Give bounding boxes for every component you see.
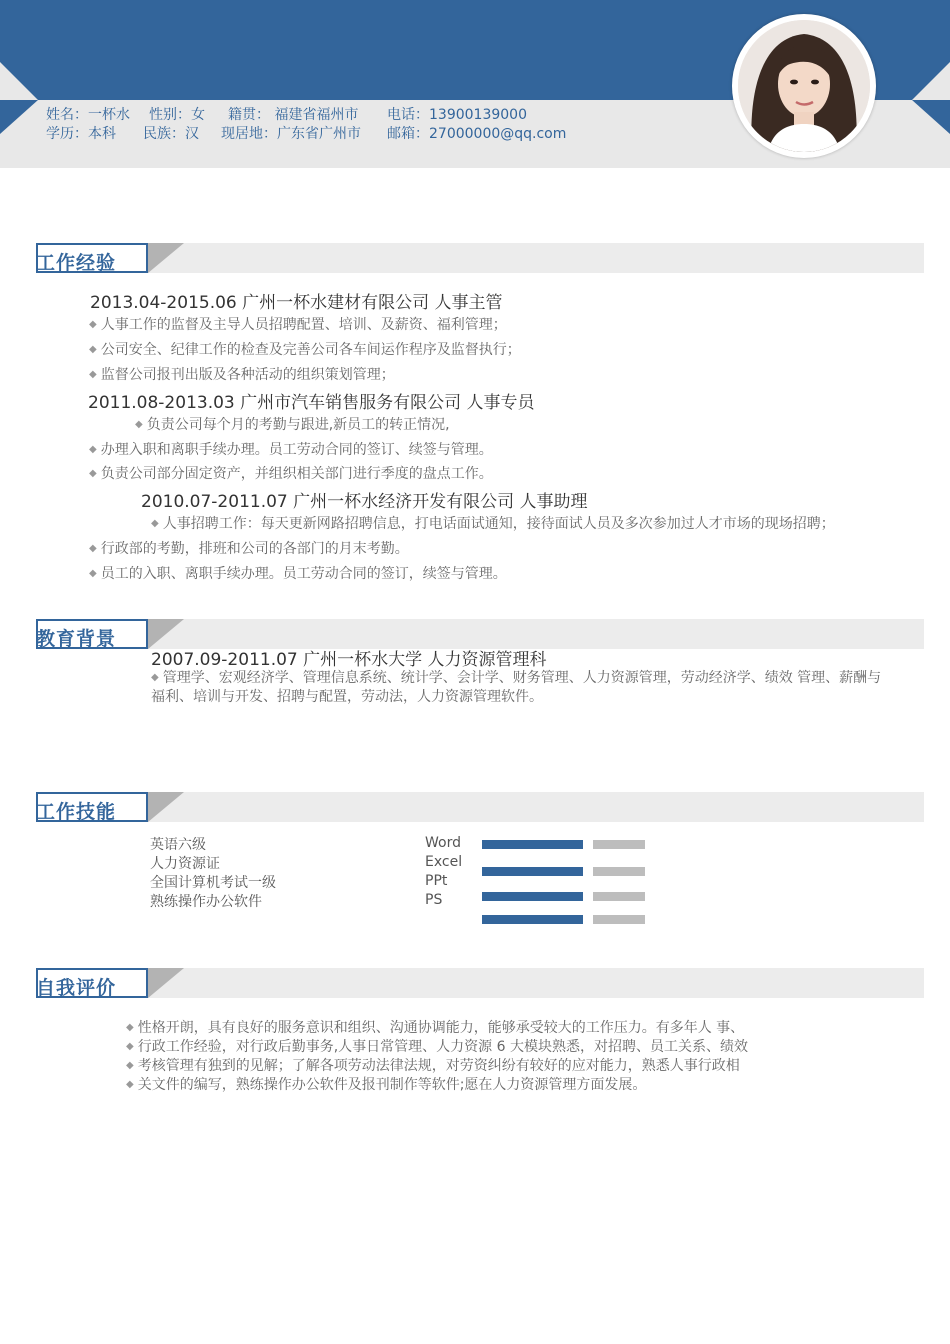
skill-level-bar	[482, 892, 583, 901]
skill-level-remainder	[593, 915, 645, 924]
profile-photo	[732, 14, 876, 158]
self-eval-line-2: ◆ 行政工作经验，对行政后勤事务,人事日常管理、人力资源 6 大模块熟悉，对招聘、员工关系、绩效	[126, 1039, 748, 1055]
diamond-bullet-icon: ◆	[89, 344, 97, 355]
cert-4: 熟练操作办公软件	[150, 894, 262, 910]
self-section-bar	[148, 968, 924, 998]
diamond-bullet-icon: ◆	[151, 672, 159, 683]
info-name: 姓名：一杯水	[46, 107, 130, 123]
diamond-bullet-icon: ◆	[89, 568, 97, 579]
diamond-bullet-icon: ◆	[89, 444, 97, 455]
skills-section-tab	[148, 792, 184, 822]
education-section-header	[36, 619, 148, 649]
diamond-bullet-icon: ◆	[89, 369, 97, 380]
job-1-bullet-1: ◆ 人事工作的监督及主导人员招聘配置、培训、及薪资、福利管理；	[89, 317, 507, 333]
diamond-bullet-icon: ◆	[126, 1079, 134, 1090]
software-word: Word	[425, 835, 461, 851]
skills-section-title: 工作技能	[36, 801, 117, 823]
self-eval-line-3: ◆ 考核管理有独到的见解；了解各项劳动法律法规，对劳资纠纷有较好的应对能力，熟悉人事行政相	[126, 1058, 740, 1074]
info-gender: 性别：女	[149, 107, 205, 123]
job-3-header: 2010.07-2011.07 广州一杯水经济开发有限公司 人事助理	[141, 492, 588, 512]
diamond-bullet-icon: ◆	[126, 1041, 134, 1052]
self-section-tab	[148, 968, 184, 998]
diamond-bullet-icon: ◆	[151, 518, 159, 529]
job-3-bullet-3: ◆ 员工的入职、离职手续办理。员工劳动合同的签订，续签与管理。	[89, 566, 507, 582]
skill-level-remainder	[593, 867, 645, 876]
work-section-title: 工作经验	[36, 252, 117, 274]
header-right-fold	[912, 62, 950, 100]
diamond-bullet-icon: ◆	[135, 419, 143, 430]
cert-3: 全国计算机考试一级	[150, 875, 276, 891]
job-3-bullet-2: ◆ 行政部的考勤，排班和公司的各部门的月末考勤。	[89, 541, 409, 557]
self-eval-line-1: ◆ 性格开朗，具有良好的服务意识和组织、沟通协调能力，能够承受较大的工作压力。有多年人 事、	[126, 1020, 745, 1036]
job-2-bullet-3: ◆ 负责公司部分固定资产，并组织相关部门进行季度的盘点工作。	[89, 466, 493, 482]
skill-level-bar	[482, 867, 583, 876]
info-native: 籍贯： 福建省福州市	[228, 107, 359, 123]
job-2-bullet-2: ◆ 办理入职和离职手续办理。员工劳动合同的签订、续签与管理。	[89, 442, 493, 458]
education-courses-line-1: ◆ 管理学、宏观经济学、管理信息系统、统计学、会计学、财务管理、人力资源管理，劳动经济学、绩效 管理、薪酬与	[151, 670, 882, 686]
job-3-bullet-1: ◆ 人事招聘工作：每天更新网路招聘信息，打电话面试通知，接待面试人员及多次参加过人才市场的现场招聘；	[151, 516, 835, 532]
info-education: 学历：本科	[46, 126, 116, 142]
software-excel: Excel	[425, 854, 463, 870]
skill-level-bar	[482, 840, 583, 849]
diamond-bullet-icon: ◆	[89, 319, 97, 330]
diamond-bullet-icon: ◆	[126, 1060, 134, 1071]
work-section-header	[36, 243, 148, 273]
diamond-bullet-icon: ◆	[89, 543, 97, 554]
job-2-bullet-1: ◆ 负责公司每个月的考勤与跟进,新员工的转正情况,	[135, 417, 450, 433]
work-section-tab	[148, 243, 184, 273]
education-courses-line-2: 福利、培训与开发、招聘与配置，劳动法，人力资源管理软件。	[151, 689, 543, 705]
info-email: 邮箱：27000000@qq.com	[387, 126, 567, 142]
header-right-fold-tab	[912, 100, 950, 134]
cert-2: 人力资源证	[150, 856, 220, 872]
education-header: 2007.09-2011.07 广州一杯水大学 人力资源管理科	[151, 650, 547, 670]
education-section-title: 教育背景	[36, 628, 117, 650]
header-left-fold-tab	[0, 100, 38, 134]
info-phone: 电话：13900139000	[387, 107, 527, 123]
job-1-header: 2013.04-2015.06 广州一杯水建材有限公司 人事主管	[90, 293, 503, 313]
skill-level-bar	[482, 915, 583, 924]
info-residence: 现居地：广东省广州市	[221, 126, 361, 142]
skill-level-remainder	[593, 892, 645, 901]
software-ppt: PPt	[425, 873, 448, 889]
job-2-header: 2011.08-2013.03 广州市汽车销售服务有限公司 人事专员	[88, 393, 535, 413]
self-section-header	[36, 968, 148, 998]
info-ethnicity: 民族：汉	[143, 126, 199, 142]
skill-level-remainder	[593, 840, 645, 849]
diamond-bullet-icon: ◆	[126, 1022, 134, 1033]
job-1-bullet-3: ◆ 监督公司报刊出版及各种活动的组织策划管理；	[89, 367, 395, 383]
self-eval-line-4: ◆ 关文件的编写，熟练操作办公软件及报刊制作等软件;愿在人力资源管理方面发展。	[126, 1077, 647, 1093]
header-left-fold	[0, 62, 38, 100]
self-section-title: 自我评价	[36, 977, 117, 999]
skills-section-bar	[148, 792, 924, 822]
work-section-bar	[148, 243, 924, 273]
software-ps: PS	[425, 892, 443, 908]
skills-section-header	[36, 792, 148, 822]
job-1-bullet-2: ◆ 公司安全、纪律工作的检查及完善公司各车间运作程序及监督执行；	[89, 342, 521, 358]
cert-1: 英语六级	[150, 837, 206, 853]
diamond-bullet-icon: ◆	[89, 468, 97, 479]
